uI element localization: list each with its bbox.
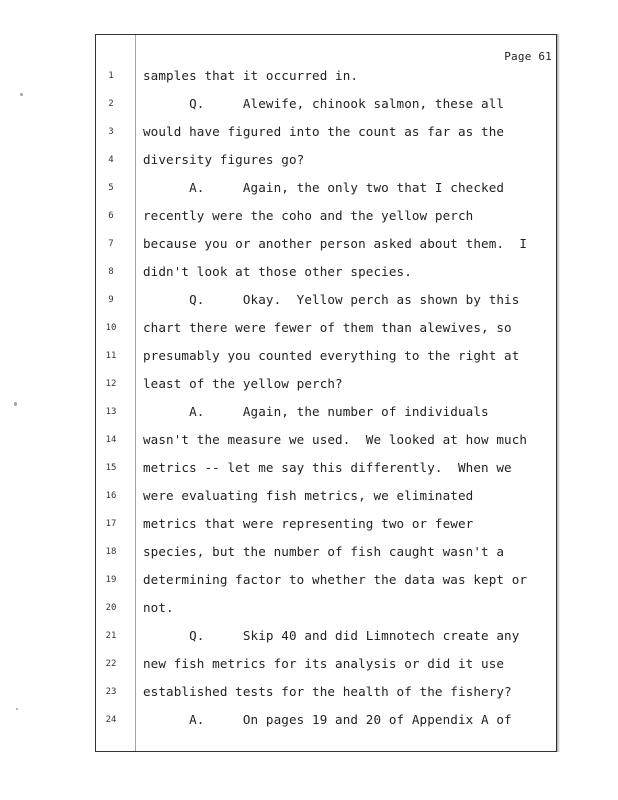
transcript-line — [0, 202, 618, 230]
line-number: 16 — [105, 491, 117, 501]
transcript-line — [0, 398, 618, 426]
line-text: wasn't the measure we used. We looked at how much — [143, 432, 528, 447]
transcript-body — [0, 62, 618, 734]
scan-speck — [16, 708, 18, 710]
transcript-line — [0, 370, 618, 398]
line-number: 22 — [105, 659, 117, 669]
transcript-line — [0, 146, 618, 174]
transcript-line — [0, 678, 618, 706]
line-text: metrics -- let me say this differently. When we — [143, 460, 512, 475]
line-number: 11 — [105, 351, 117, 361]
transcript-line — [0, 510, 618, 538]
line-text: established tests for the health of the fishery? — [143, 684, 512, 699]
line-text: determining factor to whether the data was kept or — [143, 572, 528, 587]
line-number: 15 — [105, 463, 117, 473]
line-text: would have figured into the count as far as the — [143, 124, 505, 139]
line-number: 4 — [108, 155, 114, 165]
line-number: 20 — [105, 603, 117, 613]
line-text: Q. Skip 40 and did Limnotech create any — [143, 628, 520, 643]
transcript-line — [0, 706, 618, 734]
transcript-line — [0, 174, 618, 202]
transcript-line — [0, 622, 618, 650]
transcript-line — [0, 566, 618, 594]
line-text: were evaluating fish metrics, we eliminated — [143, 488, 474, 503]
line-text: species, but the number of fish caught wasn't a — [143, 544, 505, 559]
transcript-line — [0, 286, 618, 314]
line-text: new fish metrics for its analysis or did it use — [143, 656, 505, 671]
line-number: 2 — [108, 99, 114, 109]
page-number: Page 61 — [504, 50, 552, 63]
transcript-line — [0, 230, 618, 258]
line-text: A. Again, the only two that I checked — [143, 180, 505, 195]
line-number: 7 — [108, 239, 114, 249]
transcript-line — [0, 454, 618, 482]
transcript-line — [0, 90, 618, 118]
transcript-line — [0, 62, 618, 90]
line-number: 6 — [108, 211, 114, 221]
line-number: 3 — [108, 127, 114, 137]
line-text: not. — [143, 600, 174, 615]
line-number: 9 — [108, 295, 114, 305]
line-number: 13 — [105, 407, 117, 417]
line-number: 10 — [105, 323, 117, 333]
line-text: didn't look at those other species. — [143, 264, 412, 279]
line-number: 14 — [105, 435, 117, 445]
line-text: least of the yellow perch? — [143, 376, 343, 391]
transcript-line — [0, 342, 618, 370]
line-number: 18 — [105, 547, 117, 557]
line-text: Q. Okay. Yellow perch as shown by this — [143, 292, 520, 307]
transcript-line — [0, 594, 618, 622]
transcript-line — [0, 118, 618, 146]
line-text: chart there were fewer of them than alewives, so — [143, 320, 512, 335]
line-number: 19 — [105, 575, 117, 585]
line-number: 12 — [105, 379, 117, 389]
line-text: A. Again, the number of individuals — [143, 404, 489, 419]
transcript-line — [0, 426, 618, 454]
line-text: diversity figures go? — [143, 152, 305, 167]
transcript-line — [0, 538, 618, 566]
line-number: 24 — [105, 715, 117, 725]
line-text: metrics that were representing two or fewer — [143, 516, 474, 531]
line-number: 23 — [105, 687, 117, 697]
line-text: samples that it occurred in. — [143, 68, 359, 83]
transcript-line — [0, 258, 618, 286]
line-number: 21 — [105, 631, 117, 641]
line-text: recently were the coho and the yellow perch — [143, 208, 474, 223]
line-number: 17 — [105, 519, 117, 529]
scan-speck — [20, 93, 23, 96]
line-text: Q. Alewife, chinook salmon, these all — [143, 96, 505, 111]
line-text: A. On pages 19 and 20 of Appendix A of — [143, 712, 512, 727]
line-number: 8 — [108, 267, 114, 277]
transcript-line — [0, 650, 618, 678]
transcript-line — [0, 314, 618, 342]
line-number: 1 — [108, 71, 114, 81]
line-text: because you or another person asked about them. I — [143, 236, 528, 251]
line-number: 5 — [108, 183, 114, 193]
scan-speck — [14, 402, 17, 406]
transcript-line — [0, 482, 618, 510]
line-text: presumably you counted everything to the right at — [143, 348, 520, 363]
